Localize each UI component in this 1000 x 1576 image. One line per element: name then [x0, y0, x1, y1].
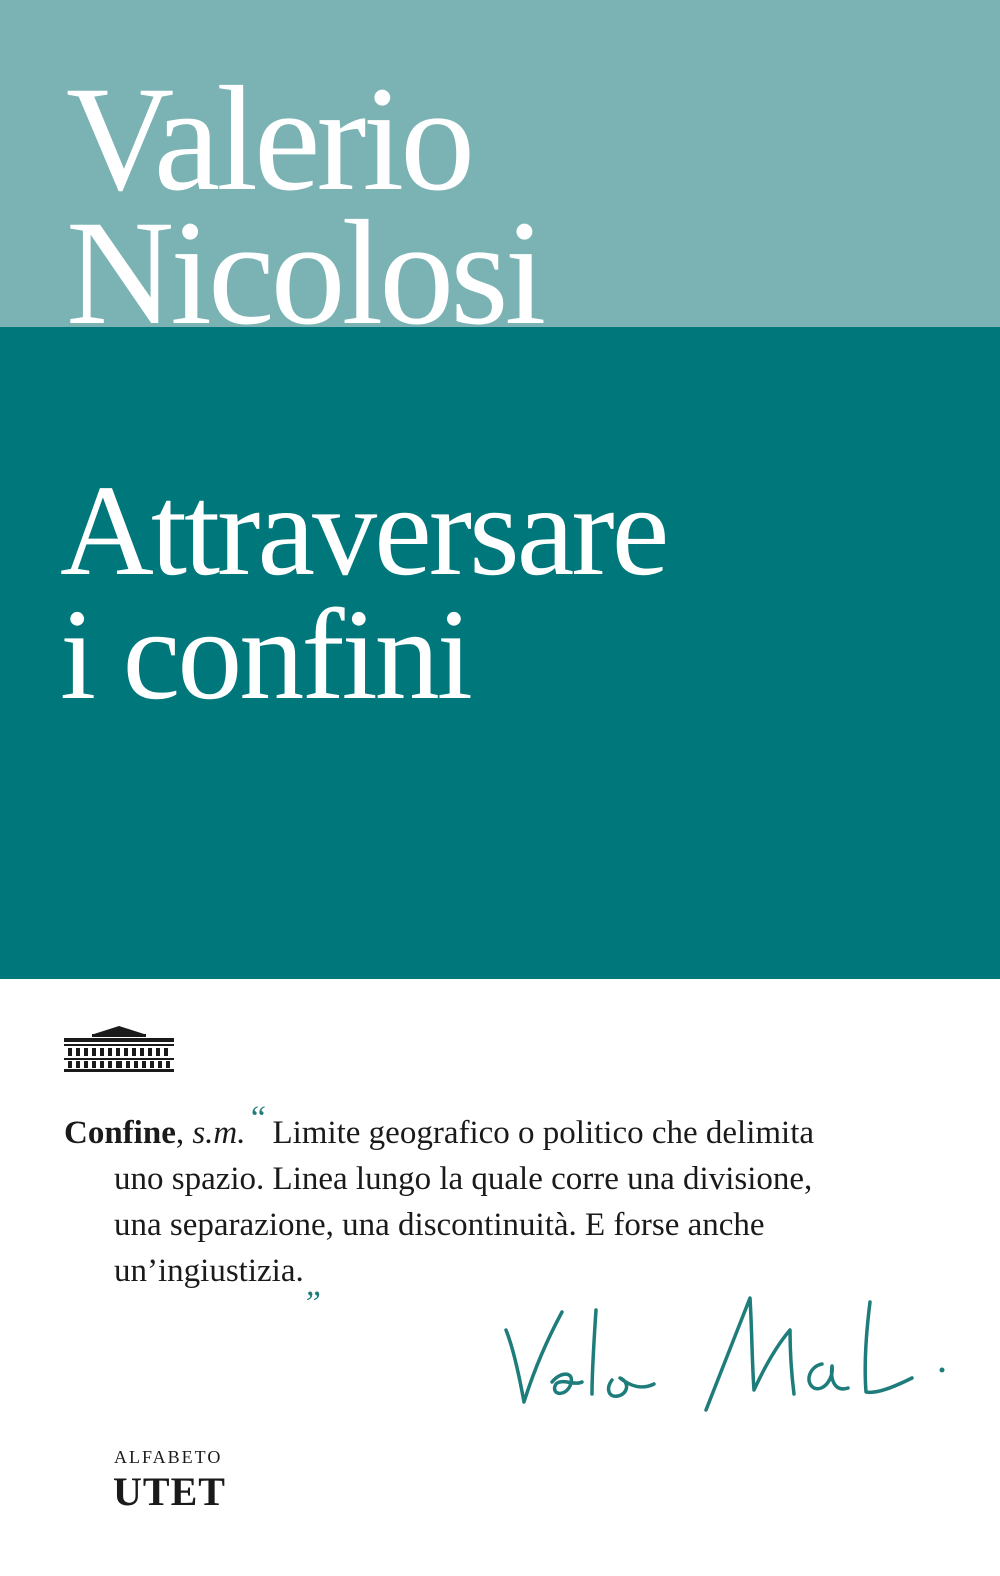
definition-line-3: una separazione, una discontinuità. E forse anche — [114, 1207, 765, 1243]
definition-text-4: un’ingiustizia. — [114, 1253, 304, 1289]
handwritten-signature — [500, 1290, 960, 1430]
building-facade-icon — [64, 1024, 174, 1072]
definition-line-4 — [64, 1248, 944, 1303]
book-title-line-2: i confini — [60, 583, 470, 727]
part-of-speech: s.m. — [192, 1115, 246, 1151]
term-comma: , — [175, 1115, 185, 1151]
close-quote-mark: „ — [305, 1266, 325, 1303]
book-title-line-1: Attraversare — [60, 459, 667, 603]
definition-line-2: uno spazio. Linea lungo la quale corre una divisione, — [114, 1161, 813, 1197]
author-first-name: Valerio — [66, 56, 472, 222]
definition-block — [64, 1100, 944, 1303]
author-last-name: Nicolosi — [66, 190, 543, 356]
open-quote-mark: “ — [247, 1100, 267, 1137]
series-label: ALFABETO — [114, 1447, 223, 1467]
definition-text-1: Limite geografico o politico che delimita — [272, 1115, 815, 1151]
definition-term: Confine — [64, 1115, 176, 1151]
definition-line-1 — [64, 1100, 944, 1156]
publisher-name: UTET — [113, 1469, 226, 1514]
